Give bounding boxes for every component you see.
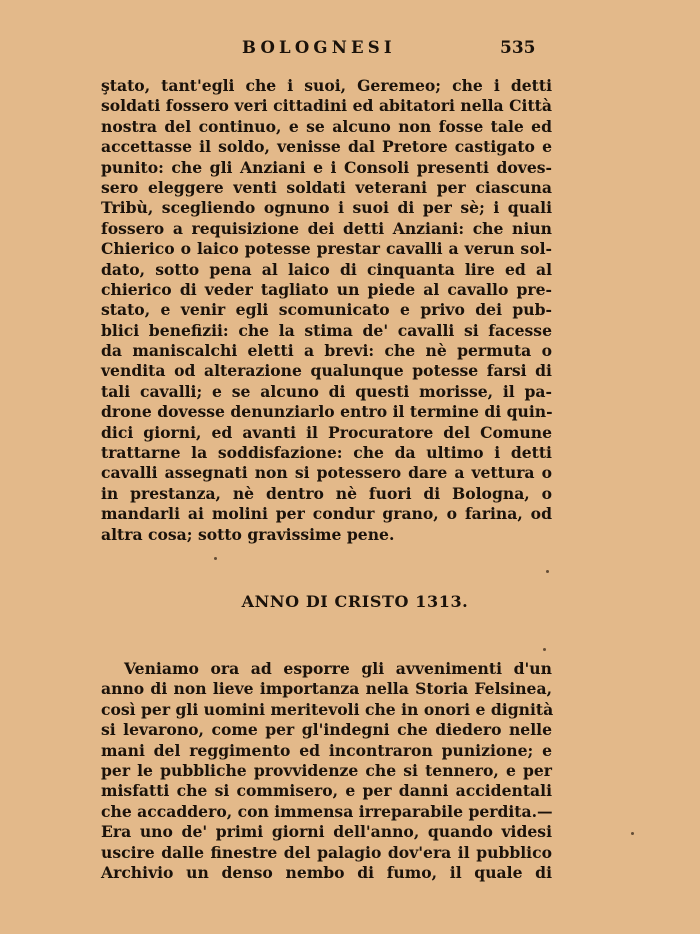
- running-head: BOLOGNESI: [242, 38, 396, 57]
- text-line: Archivio un denso nembo di fumo, il quale di: [101, 862, 552, 882]
- text-line: Chierico o laico potesse prestar cavalli a verun sol-: [101, 239, 552, 259]
- text-line: anno di non lieve importanza nella Storia Felsinea,: [101, 679, 552, 699]
- text-line: soldati fossero veri cittadini ed abitatori nella Città: [101, 96, 552, 116]
- text-line: si levarono, come per gl'indegni che diedero nelle: [101, 720, 552, 740]
- text-line: Veniamo ora ad esporre gli avvenimenti d'un: [124, 659, 552, 678]
- ink-speck: [543, 648, 546, 651]
- text-line: così per gli uomini meritevoli che in onori e dignità: [101, 699, 554, 719]
- text-line: dici giorni, ed avanti il Procuratore del Comune: [101, 422, 552, 442]
- text-line: ştato, tant'egli che i suoi, Geremeo; che i detti: [101, 76, 552, 95]
- text-line: drone dovesse denunziarlo entro il termine di quin-: [101, 402, 553, 422]
- ink-speck: [546, 570, 549, 573]
- text-line: Tribù, scegliendo ognuno i suoi di per sè; i quali: [101, 198, 552, 218]
- text-line: mani del reggimento ed incontraron punizione; e: [101, 740, 552, 760]
- text-line: vendita od alterazione qualunque potesse farsi di: [101, 361, 552, 381]
- text-line: tali cavalli; e se alcuno di questi morisse, il pa-: [101, 381, 552, 401]
- text-line: da maniscalchi eletti a brevi: che nè permuta o: [101, 341, 552, 361]
- page-number: 535: [500, 38, 536, 58]
- text-line: trattarne la soddisfazione: che da ultimo i detti: [101, 443, 552, 463]
- text-line: che accaddero, con immensa irreparabile perdita.—: [101, 801, 553, 821]
- text-line: punito: che gli Anziani e i Consoli presenti doves-: [101, 157, 552, 177]
- text-line: stato, e venir egli scomunicato e privo dei pub-: [101, 300, 552, 320]
- text-line: cavalli assegnati non si potessero dare a vettura o: [101, 463, 552, 483]
- text-line: fossero a requisizione dei detti Anziani: che niun: [101, 218, 552, 238]
- text-line: Era uno de' primi giorni dell'anno, quando videsi: [101, 822, 552, 842]
- ink-speck: [214, 557, 217, 560]
- text-line: dato, sotto pena al laico di cinquanta lire ed al: [101, 259, 552, 279]
- ink-speck: [631, 832, 634, 835]
- text-line: uscire dalle finestre del palagio dov'era il pubblico: [101, 842, 552, 862]
- text-line: in prestanza, nè dentro nè fuori di Bologna, o: [101, 483, 552, 503]
- text-line: chierico di veder tagliato un piede al cavallo pre-: [101, 279, 552, 299]
- text-line: sero eleggere venti soldati veterani per ciascuna: [101, 177, 552, 197]
- text-line: mandarli ai molini per condur grano, o farina, od: [101, 504, 552, 524]
- page-header: [0, 38, 700, 62]
- text-line: per le pubbliche provvidenze che si tennero, e per: [101, 760, 552, 780]
- text-line: misfatti che si commisero, e per danni accidentali: [101, 781, 552, 801]
- paragraph-new-year: [101, 659, 552, 883]
- text-line: altra cosa; sotto gravissime pene.: [101, 524, 395, 544]
- text-line: accettasse il soldo, venisse dal Pretore castigato e: [101, 137, 552, 157]
- text-line: nostra del continuo, e se alcuno non fosse tale ed: [101, 116, 552, 136]
- text-line: blici benefizii: che la stima de' cavalli si facesse: [101, 320, 552, 340]
- section-heading: ANNO DI CRISTO 1313.: [241, 592, 469, 611]
- paragraph-continuation: [101, 76, 552, 545]
